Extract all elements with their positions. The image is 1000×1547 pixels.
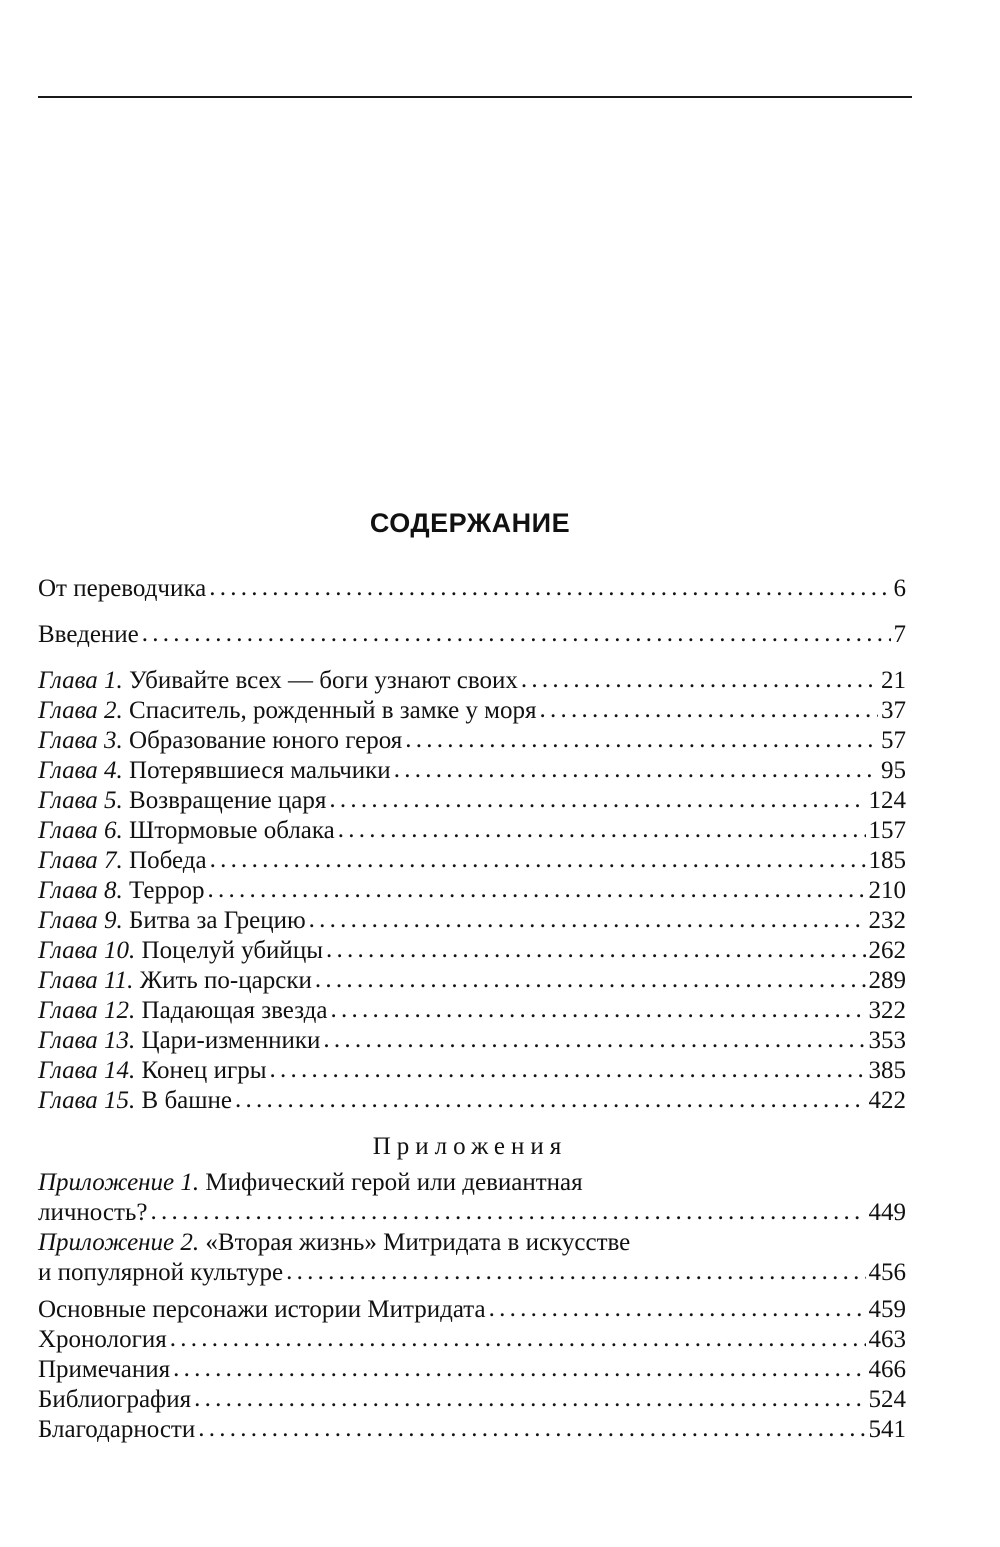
- toc-entry-chronology[interactable]: Хронология . . . 463: [38, 1325, 906, 1355]
- appendices-heading: Приложения: [372, 1133, 568, 1160]
- toc-entry-chapter-1[interactable]: Глава 1. Убивайте всех — боги узнают своих . . . 21: [38, 666, 906, 696]
- toc-entry-acknowledgements[interactable]: Благодарности . . . 541: [38, 1415, 906, 1445]
- toc-entry-appendix-2-line1[interactable]: Приложение 2. «Вторая жизнь» Митридата в искусстве: [38, 1229, 631, 1256]
- toc-entry-chapter-10[interactable]: Глава 10. Поцелуй убийцы . . . 262: [38, 936, 906, 966]
- leader-dots: [326, 935, 866, 965]
- leader-dots: [198, 1414, 865, 1444]
- leader-dots: [209, 573, 890, 603]
- leader-dots: [170, 1324, 866, 1354]
- toc-entry-introduction[interactable]: Введение . . . 7: [38, 620, 906, 650]
- toc-entry-chapter-7[interactable]: Глава 7. Победа . . . 185: [38, 846, 906, 876]
- leader-dots: [309, 905, 866, 935]
- leader-dots: [329, 785, 865, 815]
- toc-entry-appendix-1-line1[interactable]: Приложение 1. Мифический герой или девиантная: [38, 1169, 583, 1196]
- toc-entry-chapter-12[interactable]: Глава 12. Падающая звезда . . . 322: [38, 996, 906, 1026]
- leader-dots: [207, 875, 865, 905]
- leader-dots: [286, 1257, 865, 1287]
- leader-dots: [235, 1085, 866, 1115]
- toc-entry-chapter-9[interactable]: Глава 9. Битва за Грецию . . . 232: [38, 906, 906, 936]
- toc-entry-chapter-15[interactable]: Глава 15. В башне . . . 422: [38, 1086, 906, 1116]
- leader-dots: [150, 1197, 865, 1227]
- leader-dots: [315, 965, 866, 995]
- top-rule: [38, 96, 912, 98]
- leader-dots: [338, 815, 866, 845]
- toc-entry-translator[interactable]: От переводчика . . . 6: [38, 574, 906, 604]
- toc-entry-chapter-4[interactable]: Глава 4. Потерявшиеся мальчики . . . 95: [38, 756, 906, 786]
- leader-dots: [323, 1025, 865, 1055]
- leader-dots: [210, 845, 866, 875]
- leader-dots: [540, 695, 879, 725]
- toc-entry-chapter-6[interactable]: Глава 6. Штормовые облака . . . 157: [38, 816, 906, 846]
- toc-entry-chapter-5[interactable]: Глава 5. Возвращение царя . . . 124: [38, 786, 906, 816]
- leader-dots: [330, 995, 865, 1025]
- leader-dots: [405, 725, 878, 755]
- toc-entry-bibliography[interactable]: Библиография . . . 524: [38, 1385, 906, 1415]
- leader-dots: [173, 1354, 865, 1384]
- toc-entry-chapter-13[interactable]: Глава 13. Цари-изменники . . . 353: [38, 1026, 906, 1056]
- leader-dots: [142, 619, 891, 649]
- toc-entry-appendix-2[interactable]: и популярной культуре . . . 456: [38, 1258, 906, 1288]
- leader-dots: [194, 1384, 865, 1414]
- toc-entry-chapter-2[interactable]: Глава 2. Спаситель, рожденный в замке у моря . . . 37: [38, 696, 906, 726]
- leader-dots: [521, 665, 878, 695]
- toc-entry-chapter-11[interactable]: Глава 11. Жить по-царски . . . 289: [38, 966, 906, 996]
- leader-dots: [270, 1055, 866, 1085]
- page-title: СОДЕРЖАНИЕ: [369, 508, 571, 538]
- leader-dots: [394, 755, 878, 785]
- toc-entry-chapter-8[interactable]: Глава 8. Террор . . . 210: [38, 876, 906, 906]
- toc-entry-chapter-3[interactable]: Глава 3. Образование юного героя . . . 57: [38, 726, 906, 756]
- toc-entry-characters[interactable]: Основные персонажи истории Митридата . . . 459: [38, 1295, 906, 1325]
- leader-dots: [489, 1294, 866, 1324]
- toc-entry-chapter-14[interactable]: Глава 14. Конец игры . . . 385: [38, 1056, 906, 1086]
- toc-entry-appendix-1[interactable]: личность? . . . 449: [38, 1198, 906, 1228]
- toc-entry-notes[interactable]: Примечания . . . 466: [38, 1355, 906, 1385]
